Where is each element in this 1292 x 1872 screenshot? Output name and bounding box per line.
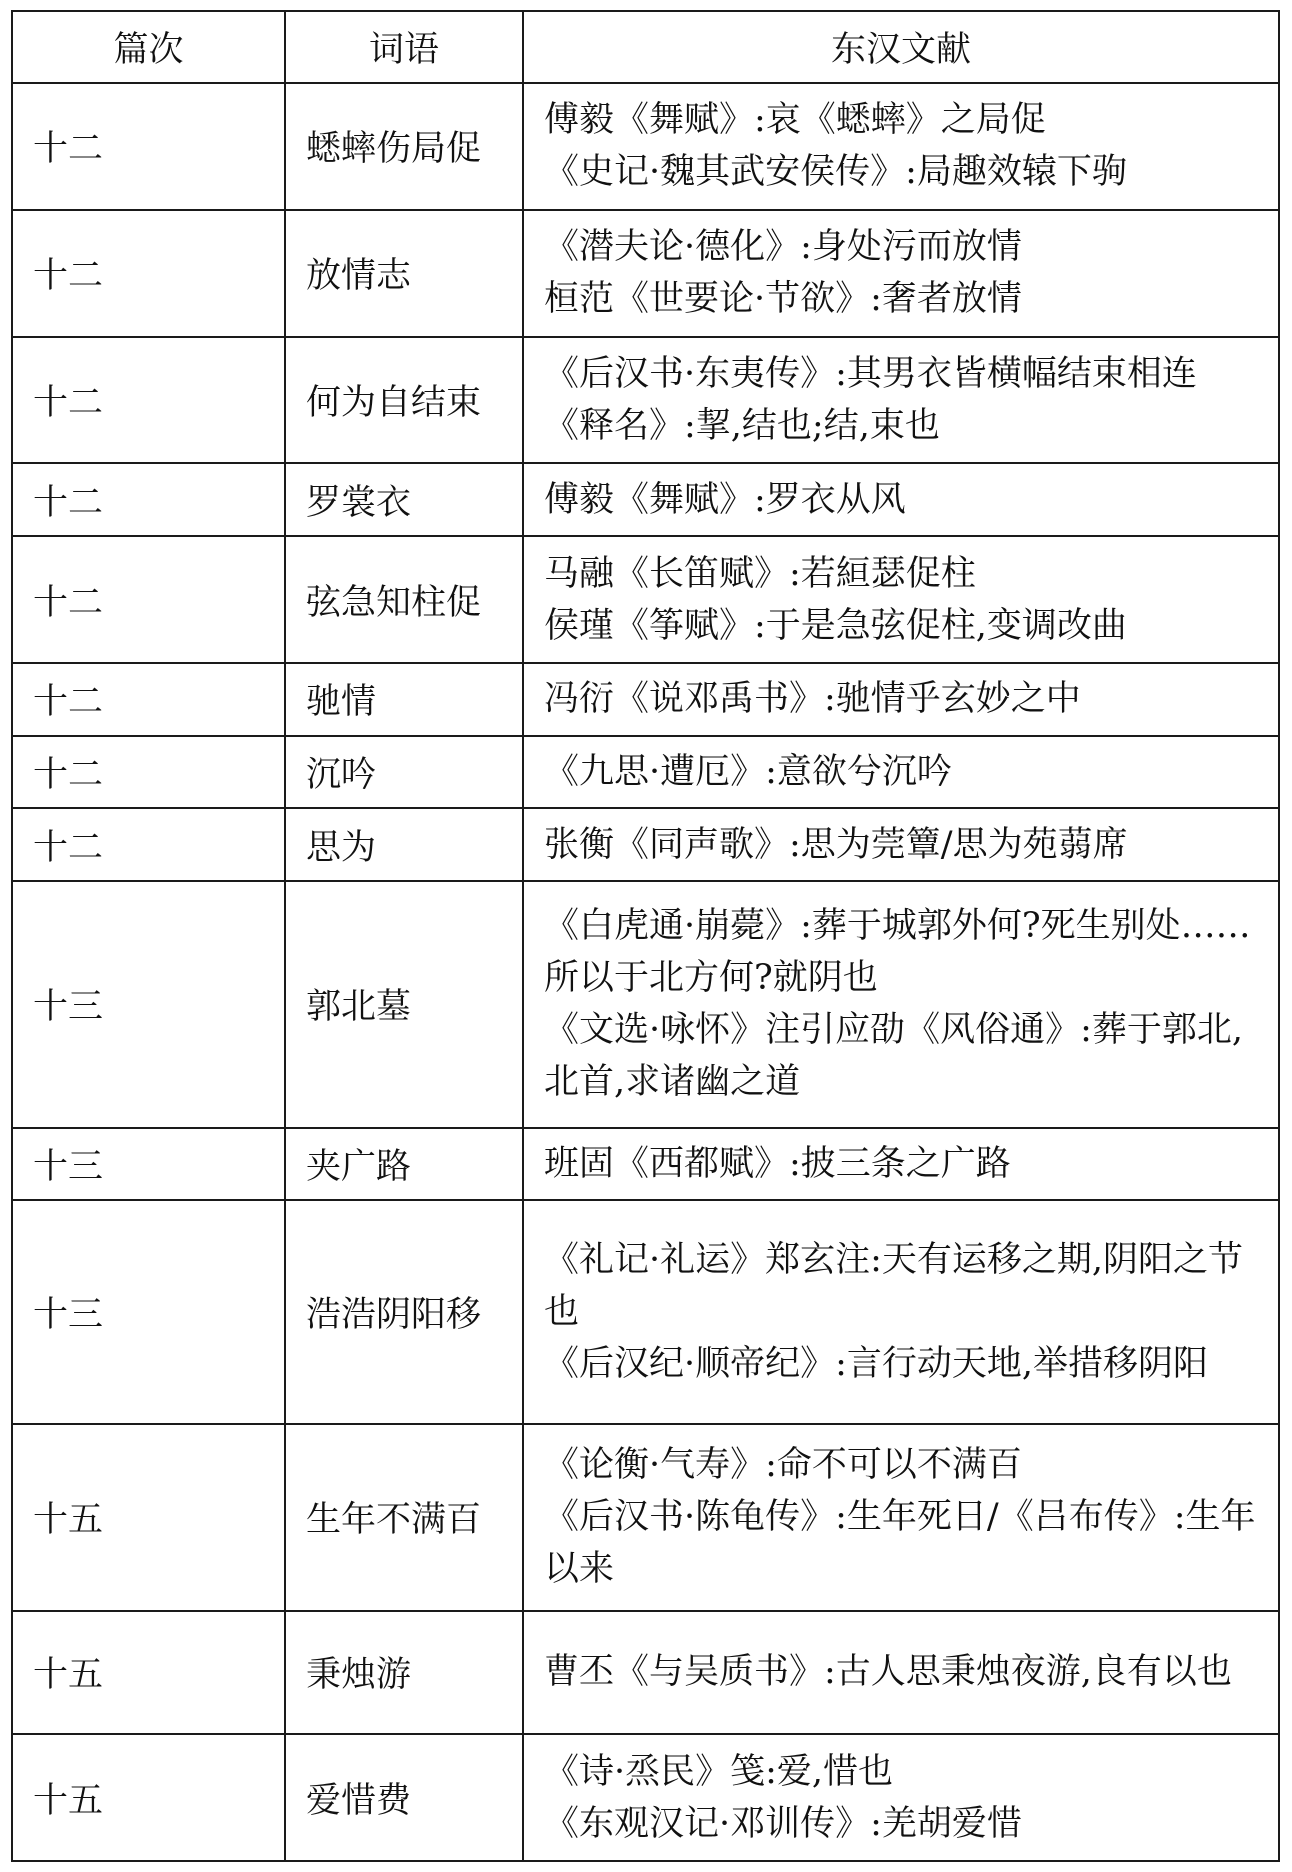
cell-sources [523,337,1279,464]
cell-sources [523,808,1279,881]
source-citation: 《史记·魏其武安侯传》:局趣效辕下驹 [544,152,1127,193]
cell-chapter: 十三 [12,881,285,1128]
source-citation: 《后汉纪·顺帝纪》:言行动天地,举措移阴阳 [544,1344,1209,1385]
cell-word: 放情志 [285,210,523,337]
source-citation: 《诗·烝民》笺:爱,惜也 [544,1751,894,1792]
source-citation: 桓范《世要论·节欲》:奢者放情 [544,279,1022,320]
cell-word: 生年不满百 [285,1424,523,1611]
table-row [12,337,1279,464]
source-citation: 《论衡·气寿》:命不可以不满百 [544,1445,1022,1486]
cell-sources [523,1611,1279,1734]
cell-chapter: 十三 [12,1200,285,1424]
header-source: 东汉文献 [523,11,1279,83]
cell-chapter: 十五 [12,1424,285,1611]
cell-chapter: 十三 [12,1128,285,1201]
header-row [12,11,1279,83]
table-row [12,83,1279,210]
header-word: 词语 [285,11,523,83]
cell-chapter: 十二 [12,463,285,536]
cell-chapter: 十二 [12,536,285,663]
source-citation: 曹丕《与吴质书》:古人思秉烛夜游,良有以也 [544,1652,1232,1693]
cell-word: 弦急知柱促 [285,536,523,663]
source-citation: 《礼记·礼运》郑玄注:天有运移之期,阴阳之节也 [544,1240,1244,1333]
literature-table [11,10,1280,1862]
table-row [12,663,1279,736]
cell-sources [523,463,1279,536]
cell-word: 浩浩阴阳移 [285,1200,523,1424]
table-row [12,881,1279,1128]
table-row [12,1611,1279,1734]
cell-chapter: 十二 [12,808,285,881]
source-citation: 傅毅《舞赋》:哀《蟋蟀》之局促 [544,100,1046,141]
cell-word: 沉吟 [285,736,523,809]
cell-sources [523,1734,1279,1861]
table-row [12,1734,1279,1861]
table-row [12,536,1279,663]
header-chapter: 篇次 [12,11,285,83]
cell-word: 思为 [285,808,523,881]
source-citation: 《释名》:挈,结也;结,束也 [544,406,940,447]
source-citation: 冯衍《说邓禹书》:驰情乎玄妙之中 [544,679,1081,720]
cell-chapter: 十二 [12,663,285,736]
cell-word: 郭北墓 [285,881,523,1128]
cell-sources [523,736,1279,809]
source-citation: 《后汉书·陈龟传》:生年死日/《吕布传》:生年以来 [544,1497,1256,1590]
table-row [12,1424,1279,1611]
cell-sources [523,1128,1279,1201]
cell-sources [523,536,1279,663]
cell-word: 蟋蟀伤局促 [285,83,523,210]
cell-chapter: 十二 [12,736,285,809]
table-row [12,808,1279,881]
table-row [12,736,1279,809]
source-citation: 《九思·遭厄》:意欲兮沉吟 [544,751,952,792]
table-row [12,210,1279,337]
source-citation: 马融《长笛赋》:若絙瑟促柱 [544,553,976,594]
cell-word: 驰情 [285,663,523,736]
source-citation: 《文选·咏怀》注引应劭《风俗通》:葬于郭北,北首,求诸幽之道 [544,1010,1244,1103]
cell-chapter: 十二 [12,337,285,464]
cell-chapter: 十五 [12,1611,285,1734]
table-row [12,1200,1279,1424]
cell-chapter: 十五 [12,1734,285,1861]
source-citation: 侯瑾《筝赋》:于是急弦促柱,变调改曲 [544,605,1127,646]
source-citation: 《白虎通·崩薨》:葬于城郭外何?死生别处……所以于北方何?就阴也 [544,906,1251,999]
cell-word: 罗裳衣 [285,463,523,536]
source-citation: 张衡《同声歌》:思为莞簟/思为苑蒻席 [544,824,1128,865]
source-citation: 《潜夫论·德化》:身处污而放情 [544,227,1022,268]
table-body [12,83,1279,1861]
cell-word: 何为自结束 [285,337,523,464]
cell-chapter: 十二 [12,83,285,210]
table-row [12,463,1279,536]
table-row [12,1128,1279,1201]
cell-word: 爱惜费 [285,1734,523,1861]
cell-sources [523,1424,1279,1611]
source-citation: 傅毅《舞赋》:罗衣从风 [544,479,906,520]
cell-sources [523,881,1279,1128]
cell-sources [523,83,1279,210]
source-citation: 班固《西都赋》:披三条之广路 [544,1143,1011,1184]
cell-sources [523,210,1279,337]
source-citation: 《后汉书·东夷传》:其男衣皆横幅结束相连 [544,354,1197,395]
cell-word: 秉烛游 [285,1611,523,1734]
cell-chapter: 十二 [12,210,285,337]
cell-sources [523,1200,1279,1424]
cell-sources [523,663,1279,736]
cell-word: 夹广路 [285,1128,523,1201]
source-citation: 《东观汉记·邓训传》:羌胡爱惜 [544,1803,1022,1844]
